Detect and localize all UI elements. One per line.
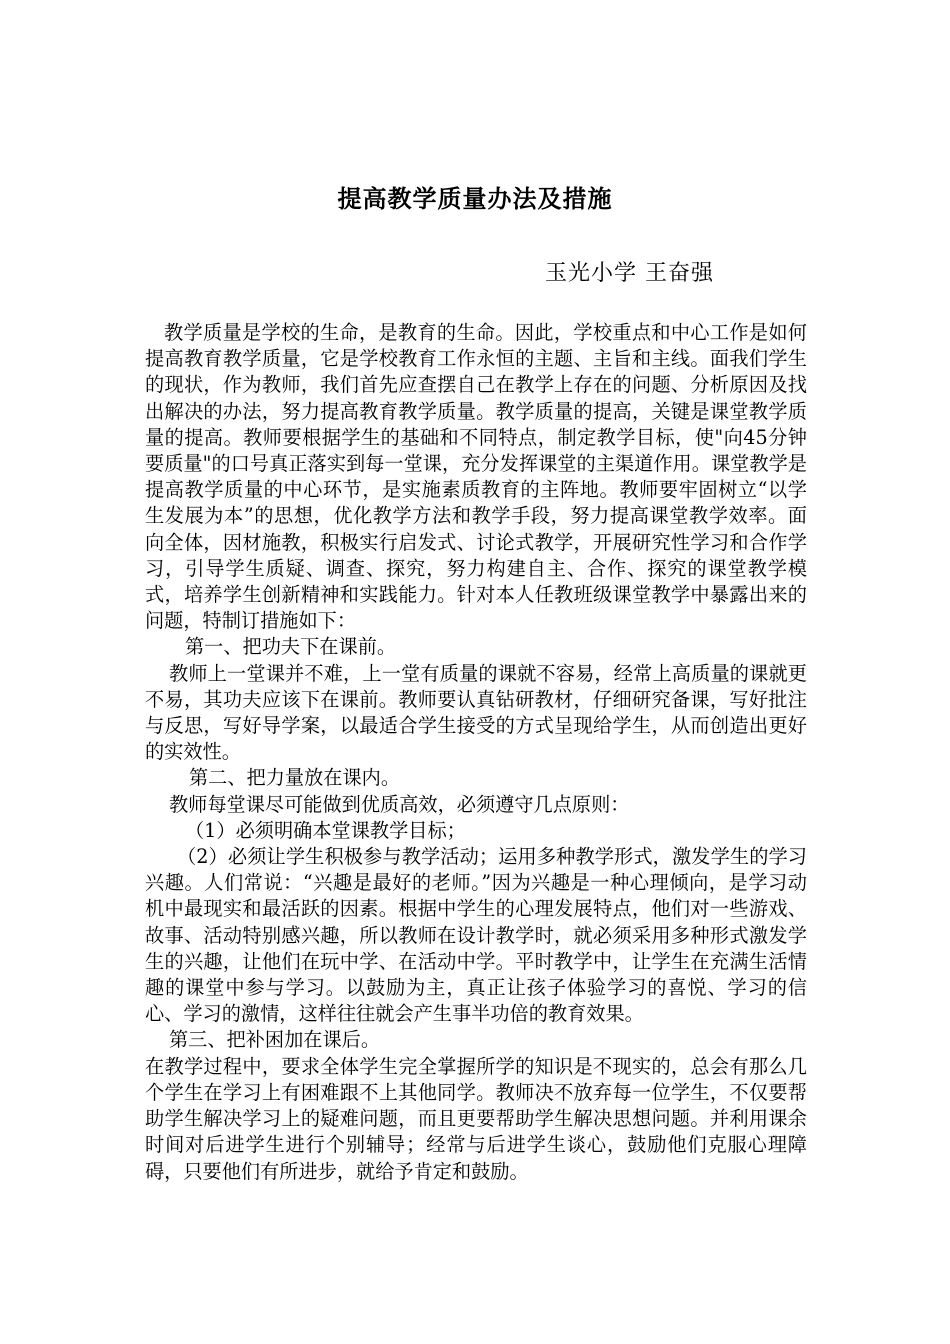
- document-body: [145, 320, 807, 1185]
- section-heading-3: 第三、把补困加在课后。: [169, 1028, 381, 1052]
- paragraph-section-1: 教师上一堂课并不难，上一堂有质量的课就不容易，经常上高质量的课就更不易，其功夫应该下在课前。教师要认真钻研教材，仔细研究备课，写好批注与反思，写好导学案，以最适合学生接受的方式呈现给学生，从而创造出更好的实效性。: [145, 661, 807, 764]
- list-item-1: （1）必须明确本堂课教学目标；: [185, 818, 466, 842]
- document-title: 提高教学质量办法及措施: [337, 184, 613, 213]
- section-heading-2: 第二、把力量放在课内。: [189, 766, 401, 790]
- list-item-2: （2）必须让学生积极参与教学活动；运用多种教学形式，激发学生的学习兴趣。人们常说：“兴趣是最好的老师。”因为兴趣是一种心理倾向，是学习动机中最现实和最活跃的因素。根据中学生的心理发展特点，他们对一些游戏、故事、活动特别感兴趣，所以教师在设计教学时，就必须采用多种形式激发学生的兴趣，让他们在玩中学、在活动中学。平时教学中，让学生在充满生活情趣的课堂中参与学习。以鼓励为主，真正让孩子体验学习的喜悦、学习的信心、学习的激情，这样往往就会产生事半功倍的教育效果。: [145, 845, 807, 1026]
- paragraph-section-2: 教师每堂课尽可能做到优质高效，必须遵守几点原则：: [169, 792, 630, 816]
- paragraph-section-3: 在教学过程中，要求全体学生完全掌握所学的知识是不现实的，总会有那么几个学生在学习上有困难跟不上其他同学。教师决不放弃每一位学生，不仅要帮助学生解决学习上的疑难问题，而且更要帮助学生解决思想问题。并利用课余时间对后进学生进行个别辅导；经常与后进学生谈心，鼓励他们克服心理障碍，只要他们有所进步，就给予肯定和鼓励。: [145, 1054, 807, 1183]
- author-line: 玉光小学 王奋强: [545, 261, 714, 286]
- paragraph-intro: 教学质量是学校的生命，是教育的生命。因此，学校重点和中心工作是如何提高教育教学质量，它是学校教育工作永恒的主题、主旨和主线。面我们学生的现状，作为教师，我们首先应查摆自己在教学上存在的问题、分析原因及找出解决的办法，努力提高教育教学质量。教学质量的提高，关键是课堂教学质量的提高。教师要根据学生的基础和不同特点，制定教学目标，使"向45分钟要质量"的口号真正落实到每一堂课，充分发挥课堂的主渠道作用。课堂教学是提高教学质量的中心环节，是实施素质教育的主阵地。教师要牢固树立“以学生发展为本”的思想，优化教学方法和教学手段，努力提高课堂教学效率。面向全体，因材施教，积极实行启发式、讨论式教学，开展研究性学习和合作学习，引导学生质疑、调查、探究，努力构建自主、合作、探究的课堂教学模式，培养学生创新精神和实践能力。针对本人任教班级课堂教学中暴露出来的问题，特制订措施如下：: [145, 321, 807, 633]
- section-heading-1: 第一、把功夫下在课前。: [185, 635, 397, 659]
